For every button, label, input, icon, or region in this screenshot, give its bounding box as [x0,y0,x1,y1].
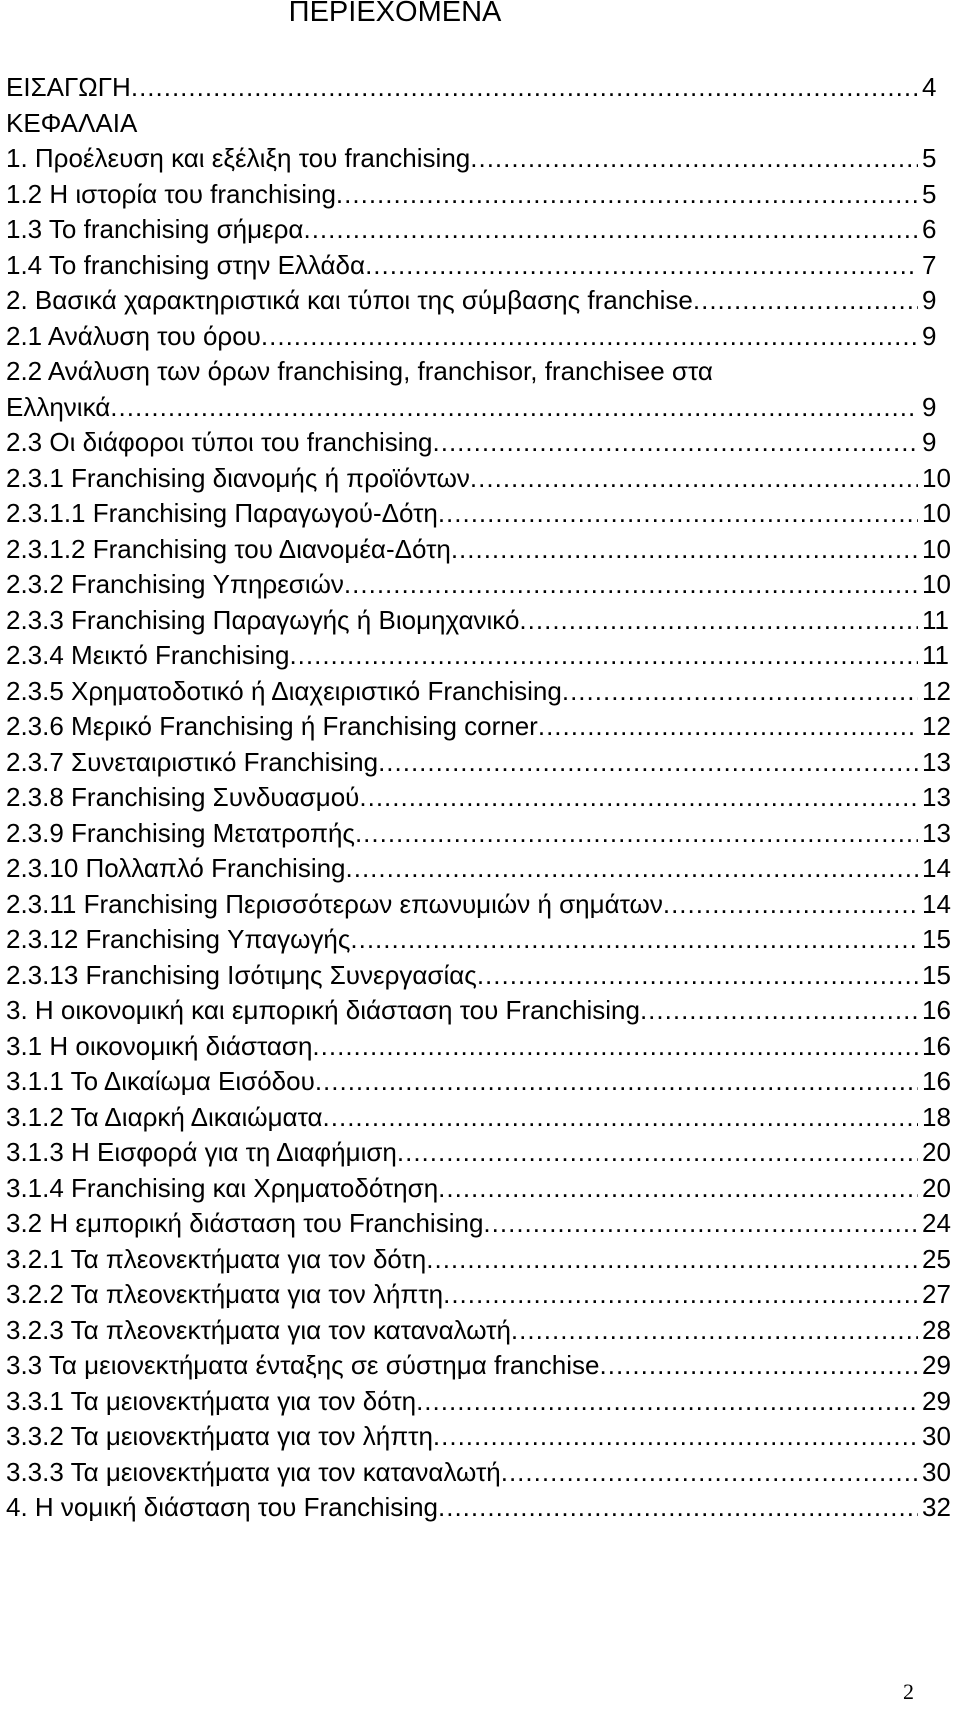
toc-entry[interactable] [0,1490,960,1526]
dot-leader [600,1348,919,1384]
toc-entry-title: 2.3.8 Franchising Συνδυασμού [6,782,360,812]
toc-entry[interactable] [0,390,960,426]
toc-entry-page: 20 [922,1137,951,1167]
toc-entry[interactable] [0,1277,960,1313]
dot-leader [470,141,918,177]
toc-entry-title: 2.3.1.2 Franchising του Διανομέα-Δότη [6,533,451,564]
toc-entry-title: 3.3.2 Τα μειονεκτήματα για τον λήπτη [6,1421,433,1451]
toc-entry[interactable] [0,283,960,319]
toc-entry-page: 29 [922,1350,951,1380]
toc-entry[interactable] [0,1100,960,1136]
toc-entry[interactable] [0,958,960,994]
toc-entry[interactable] [0,603,960,639]
dot-leader [562,674,918,710]
toc-entry-title: 2.3.1.1 Franchising Παραγωγού-Δότη [6,498,438,528]
dot-leader [519,603,918,639]
toc-entry-page: 15 [922,924,951,954]
toc-entry-title: 3.2.2 Τα πλεονεκτήματα για τον λήπτη [6,1279,444,1309]
dot-leader [483,1206,918,1242]
dot-leader [470,461,918,497]
toc-entry[interactable] [0,1384,960,1420]
toc-entry-title: 2.3.7 Συνεταιριστικό Franchising [6,746,379,777]
page-number: 2 [903,1679,914,1704]
toc-entry-page: 9 [922,391,937,422]
dot-leader [433,425,919,461]
toc-entry-title: 1. Προέλευση και εξέλιξη του franchising [6,143,471,173]
toc-entry-page: 27 [922,1279,951,1309]
toc-entry[interactable] [0,141,960,177]
toc-entry-title: 1.4 Το franchising στην Ελλάδα [6,249,366,280]
toc-entry[interactable] [0,425,960,461]
dot-leader [261,319,918,355]
toc-entry-title: 3.1 Η οικονομική διάσταση [6,1030,313,1061]
toc-entry-title: 3. Η οικονομική και εμπορική διάσταση του Franchising [6,995,640,1025]
toc-entry[interactable] [0,1348,960,1384]
toc-entry-title: 2.1 Ανάλυση του όρου [6,320,261,351]
table-of-contents [0,70,960,1526]
dot-leader [344,567,918,603]
toc-entry-page: 10 [922,462,951,493]
toc-entry[interactable] [0,674,960,710]
toc-entry[interactable] [0,1206,960,1242]
toc-entry-page: 12 [922,675,951,706]
dot-leader [336,177,918,213]
toc-entry[interactable] [0,709,960,745]
dot-leader [640,993,918,1029]
toc-entry-page: 11 [922,640,949,670]
toc-entry-title: 2.3.3 Franchising Παραγωγής ή Βιομηχανικό [6,604,520,635]
toc-entry-title: 3.3 Τα μειονεκτήματα ένταξης σε σύστημα franchise [6,1350,600,1380]
toc-entry-title: ΕΙΣΑΓΩΓΗ [6,72,131,102]
toc-entry-title: 2.3.13 Franchising Ισότιμης Συνεργασίας [6,959,477,990]
dot-leader [451,532,918,568]
dot-leader [315,1064,918,1100]
toc-entry-page: 10 [922,498,951,528]
toc-entry[interactable] [0,745,960,781]
toc-entry-title: 3.2.3 Τα πλεονεκτήματα για τον καταναλωτή [6,1314,511,1345]
toc-entry-page: 9 [922,320,937,351]
toc-entry-title: 3.3.1 Τα μειονεκτήματα για τον δότη [6,1385,417,1416]
toc-entry-title: 3.3.3 Τα μειονεκτήματα για τον καταναλωτή [6,1456,501,1487]
toc-entry-title: 3.2.1 Τα πλεονεκτήματα για τον δότη [6,1243,427,1274]
toc-entry-title: 2.3.10 Πολλαπλό Franchising [6,853,346,883]
toc-entry-page: 9 [922,285,937,315]
dot-leader [365,248,918,284]
dot-leader [416,1384,918,1420]
toc-entry-page: 9 [922,427,937,457]
toc-entry-page: 16 [922,1066,951,1096]
toc-entry-page: 11 [922,604,949,635]
toc-entry[interactable] [0,70,960,106]
toc-entry[interactable] [0,1064,960,1100]
toc-entry[interactable] [0,887,960,923]
toc-entry-page: 16 [922,1030,951,1061]
toc-entry-title: 2.3.4 Μεικτό Franchising [6,640,290,670]
dot-leader [359,780,918,816]
dot-leader [312,1029,918,1065]
toc-entry-title: 3.1.2 Τα Διαρκή Δικαιώματα [6,1101,323,1132]
toc-entry-page: 16 [922,995,951,1025]
toc-entry-title: 2.3 Οι διάφοροι τύποι του franchising [6,427,433,457]
toc-entry[interactable] [0,354,960,390]
dot-leader [323,1100,918,1136]
dot-leader [378,745,918,781]
toc-entry-title: 2.2 Ανάλυση των όρων franchising, franchisor, franchisee στα [6,356,713,386]
dot-leader [438,1171,918,1207]
dot-leader [433,1419,918,1455]
dot-leader [110,390,918,426]
toc-entry[interactable] [0,212,960,248]
toc-entry[interactable] [0,319,960,355]
dot-leader [426,1242,918,1278]
toc-entry-title: 2.3.2 Franchising Υπηρεσιών [6,569,344,599]
dot-leader [346,851,918,887]
toc-entry-page: 5 [922,143,937,173]
toc-entry-title: 2.3.9 Franchising Μετατροπής [6,817,355,848]
dot-leader [350,922,918,958]
toc-entry-page: 10 [922,533,951,564]
toc-entry-page: 13 [922,746,951,777]
toc-entry[interactable] [0,1419,960,1455]
page-title: ΠΕΡΙΕΧΟΜΕΝΑ [288,0,502,28]
toc-entry[interactable] [0,1242,960,1278]
toc-entry[interactable] [0,1171,960,1207]
toc-entry-page: 12 [922,711,951,741]
toc-entry-title: 2.3.1 Franchising διανομής ή προϊόντων [6,462,470,493]
toc-entry-page: 28 [922,1314,951,1345]
toc-entry[interactable] [0,1313,960,1349]
toc-entry[interactable] [0,851,960,887]
toc-entry-page: 25 [922,1243,951,1274]
toc-entry[interactable] [0,248,960,284]
toc-entry-page: 18 [922,1101,951,1132]
toc-entry[interactable] [0,567,960,603]
toc-entry-page: 30 [922,1456,951,1487]
toc-entry[interactable] [0,780,960,816]
toc-entry-page: 30 [922,1421,951,1451]
dot-leader [289,638,918,674]
toc-entry[interactable] [0,461,960,497]
dot-leader [397,1135,918,1171]
toc-entry-page: 15 [922,959,951,990]
toc-entry-title: 3.1.3 Η Εισφορά για τη Διαφήμιση [6,1137,397,1167]
dot-leader [511,1313,918,1349]
toc-entry-title: 2. Βασικά χαρακτηριστικά και τύποι της σύμβασης franchise [6,285,693,315]
toc-entry[interactable] [0,177,960,213]
toc-entry-page: 24 [922,1208,951,1238]
toc-entry[interactable] [0,816,960,852]
dot-leader [477,958,918,994]
dot-leader [438,1490,918,1526]
toc-entry-title: 3.1.1 Το Δικαίωμα Εισόδου [6,1066,315,1096]
toc-entry-title: ΚΕΦΑΛΑΙΑ [6,107,138,138]
toc-entry-page: 7 [922,249,937,280]
dot-leader [693,283,918,319]
toc-entry-page: 14 [922,888,951,919]
toc-entry-title: 2.3.6 Μερικό Franchising ή Franchising corner [6,711,538,741]
dot-leader [663,887,918,923]
dot-leader [438,496,918,532]
toc-entry[interactable] [0,496,960,532]
toc-entry[interactable] [0,993,960,1029]
dot-leader [303,212,918,248]
toc-entry-title: 2.3.11 Franchising Περισσότερων επωνυμιών ή σημάτων [6,888,663,919]
toc-entry-title: 3.2 Η εμπορική διάσταση του Franchising [6,1208,484,1238]
toc-entry-title: Ελληνικά [6,391,111,422]
toc-entry-page: 5 [922,178,937,209]
toc-entry-page: 29 [922,1385,951,1416]
dot-leader [501,1455,918,1491]
toc-entry-page: 10 [922,569,951,599]
toc-entry[interactable] [0,532,960,568]
toc-entry-title: 1.3 Το franchising σήμερα [6,214,304,244]
toc-entry-page: 20 [922,1172,951,1203]
toc-entry[interactable] [0,1135,960,1171]
toc-entry-page: 13 [922,817,951,848]
dot-leader [355,816,918,852]
dot-leader [131,70,918,106]
toc-entry-page: 13 [922,782,951,812]
toc-entry[interactable] [0,1029,960,1065]
toc-entry-page: 4 [922,72,937,102]
toc-entry-page: 32 [922,1492,951,1522]
toc-entry-title: 3.1.4 Franchising και Χρηματοδότηση [6,1172,439,1203]
dot-leader [538,709,918,745]
toc-entry-title: 1.2 Η ιστορία του franchising [6,178,336,209]
toc-entry-page: 14 [922,853,951,883]
toc-entry-title: 4. Η νομική διάσταση του Franchising [6,1492,438,1522]
dot-leader [443,1277,918,1313]
toc-entry-page: 6 [922,214,937,244]
toc-entry[interactable] [0,106,960,142]
toc-entry-title: 2.3.5 Χρηματοδοτικό ή Διαχειριστικό Franchising [6,675,562,706]
toc-entry[interactable] [0,638,960,674]
toc-entry[interactable] [0,922,960,958]
toc-entry[interactable] [0,1455,960,1491]
toc-entry-title: 2.3.12 Franchising Υπαγωγής [6,924,351,954]
